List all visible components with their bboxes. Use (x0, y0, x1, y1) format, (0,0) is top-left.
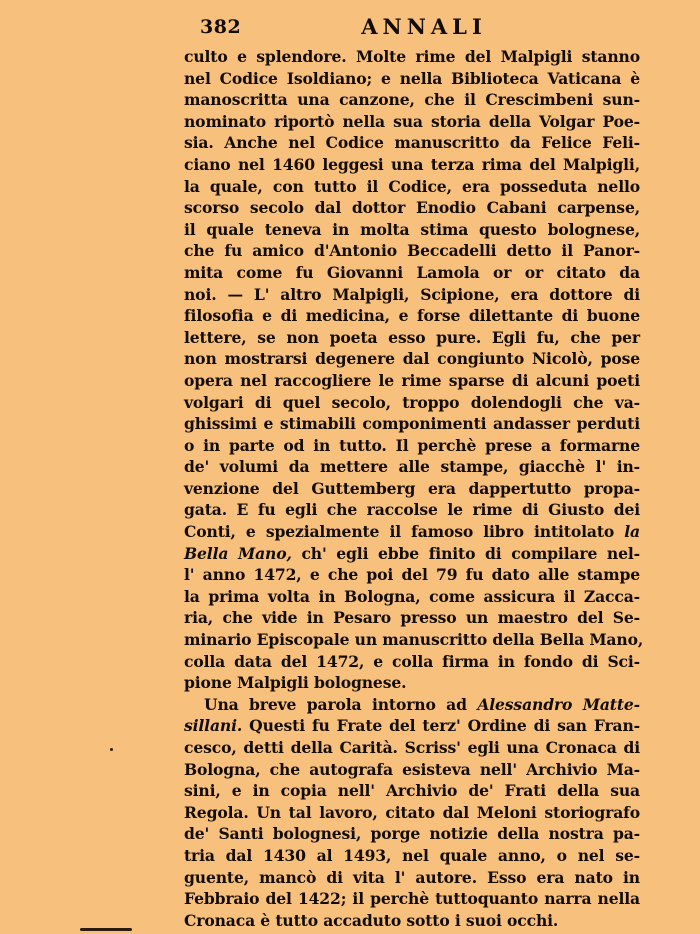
text-line (184, 521, 640, 543)
text-line: sia. Anche nel Codice manuscritto da Felice Feli- (184, 133, 640, 153)
page-header (184, 10, 640, 40)
text-line: nel Codice Isoldiano; e nella Biblioteca Vaticana è (184, 68, 640, 88)
page-number: 382 (200, 16, 242, 38)
italic-name: Alessandro Matte- (477, 694, 640, 714)
text-line: l' anno 1472, e che poi del 79 fu dato alle stampe (184, 565, 640, 585)
text-line (184, 543, 640, 565)
text-line: tria dal 1430 al 1493, nel quale anno, o nel se- (184, 845, 640, 865)
body-text (184, 46, 644, 931)
italic-title: la (624, 522, 640, 542)
text-line (184, 694, 640, 716)
paragraph-continuation (184, 521, 644, 694)
text-line: non mostrarsi degenere dal congiunto Nicolò, pose (184, 349, 640, 369)
text-line: volgari di quel secolo, troppo dolendogli che va- (184, 392, 640, 412)
text-line: che fu amico d'Antonio Beccadelli detto il Panor- (184, 241, 640, 261)
text-line: Bologna, che autografa esisteva nell' Archivio Ma- (184, 759, 640, 779)
text-line: pione Malpigli bolognese. (184, 673, 407, 693)
text-line: manoscritta una canzone, che il Crescimbeni sun- (184, 90, 640, 110)
paragraph (184, 694, 640, 932)
text-line: Febbraio del 1422; il perchè tuttoquanto narra nella (184, 889, 640, 909)
text-line: il quale teneva in molta stima questo bolognese, (184, 219, 640, 239)
text-line: Regola. Un tal lavoro, citato dal Meloni storiografo (184, 802, 640, 822)
text-line: mita come fu Giovanni Lamola or or citato da (184, 262, 640, 282)
scan-speck (110, 748, 113, 751)
text-line: de' Santi bolognesi, porge notizie della nostra pa- (184, 824, 640, 844)
text-line: gata. E fu egli che raccolse le rime di Giusto dei (184, 500, 640, 520)
text-line: nominato riportò nella sua storia della Volgar Poe- (184, 111, 640, 131)
text-line: culto e splendore. Molte rime del Malpigli stanno (184, 47, 640, 66)
text-line: sini, e in copia nell' Archivio de' Frati della sua (184, 781, 640, 801)
text-line: ria, che vide in Pesaro presso un maestro del Se- (184, 608, 640, 628)
text-line: filosofia e di medicina, e forse dilettante di buone (184, 306, 640, 326)
text-line (184, 715, 640, 737)
text-fragment: Questi fu Frate del terz' Ordine di san Fran- (242, 716, 640, 736)
italic-name: sillani. (184, 716, 243, 736)
text-line: de' volumi da mettere alle stampe, giacchè l' in- (184, 457, 640, 477)
text-line: opera nel raccogliere le rime sparse di alcuni poeti (184, 370, 640, 390)
text-line: ciano nel 1460 leggesi una terza rima del Malpigli, (184, 154, 640, 174)
text-line: o in parte od in tutto. Il perchè prese a formarne (184, 435, 640, 455)
text-line: minario Episcopale un manuscritto della Bella Mano, (184, 630, 644, 650)
italic-title: Bella Mano, (184, 543, 292, 563)
running-head: ANNALI (361, 14, 487, 39)
text-fragment: ch' egli ebbe finito di compilare nel- (291, 543, 640, 563)
text-line: noi. — L' altro Malpigli, Scipione, era dottore di (184, 284, 640, 304)
scan-smudge (80, 928, 132, 931)
text-line: scorso secolo dal dottor Enodio Cabani carpense, (184, 198, 640, 218)
text-fragment: Una breve parola intorno ad (204, 694, 478, 714)
text-line: Cronaca è tutto accaduto sotto i suoi occhi. (184, 910, 559, 930)
paragraph (184, 46, 640, 521)
text-fragment: Conti, e spezialmente il famoso libro intitolato (184, 522, 625, 542)
text-line: lettere, se non poeta esso pure. Egli fu, che per (184, 327, 640, 347)
text-line: la prima volta in Bologna, come assicura il Zacca- (184, 586, 640, 606)
text-line: cesco, detti della Carità. Scriss' egli una Cronaca di (184, 738, 640, 757)
text-line: la quale, con tutto il Codice, era posseduta nello (184, 176, 640, 196)
text-line: guente, mancò di vita l' autore. Esso era nato in (184, 867, 640, 887)
text-line: colla data del 1472, e colla firma in fondo di Sci- (184, 651, 640, 671)
text-line: ghissimi e stimabili componimenti andasser perduti (184, 414, 640, 434)
text-line: venzione del Guttemberg era dappertutto propa- (184, 478, 640, 498)
